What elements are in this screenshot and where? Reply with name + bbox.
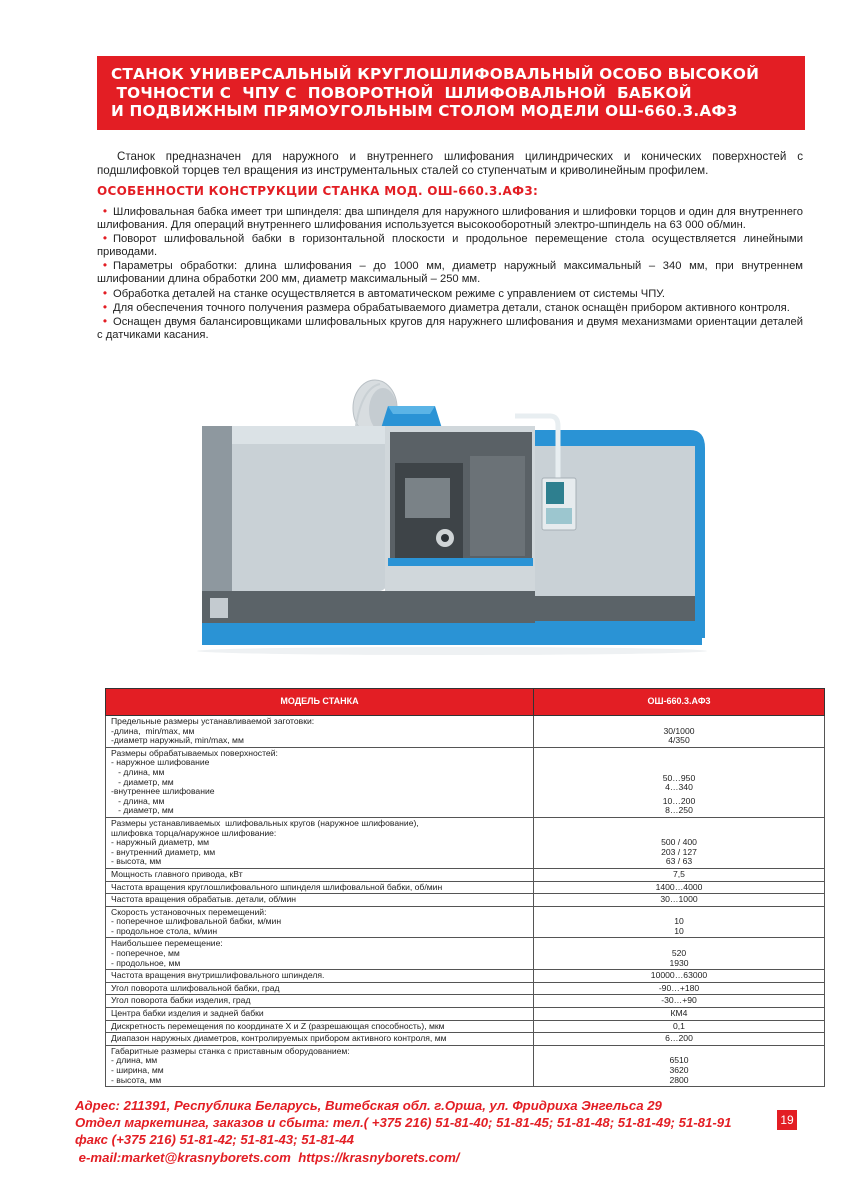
spec-value-line: 203 / 127 xyxy=(661,846,697,857)
footer-contacts xyxy=(75,1097,731,1166)
website-link[interactable]: https://krasnyborets.com/ xyxy=(298,1149,460,1165)
feature-item: • Для обеспечения точного получения размера обрабатываемого диаметра детали, станок оснащён прибором активного контроля. xyxy=(97,301,803,315)
spec-label-line: -внутреннее шлифование xyxy=(111,786,215,797)
bullet-icon: • xyxy=(102,285,108,300)
table-row xyxy=(106,982,825,995)
spec-label xyxy=(106,1020,534,1033)
spec-label-line: Размеры устанавливаемых шлифовальных кругов (наружное шлифование), xyxy=(111,817,419,828)
spec-value xyxy=(534,1045,825,1086)
table-row xyxy=(106,938,825,970)
spec-label-line: Угол поворота бабки изделия, град xyxy=(111,995,251,1006)
table-row xyxy=(106,747,825,817)
spec-value-line: 2800 xyxy=(669,1074,689,1085)
spec-value xyxy=(534,1020,825,1033)
spec-value xyxy=(534,868,825,881)
spec-label xyxy=(106,817,534,868)
spec-label-line: - продольное, мм xyxy=(111,957,181,968)
spec-label xyxy=(106,1033,534,1046)
title-banner xyxy=(97,56,805,130)
spec-value-line: 0,1 xyxy=(673,1020,685,1031)
table-row xyxy=(106,868,825,881)
spec-label xyxy=(106,747,534,817)
spec-value-line: 50…950 xyxy=(662,772,696,783)
spec-value xyxy=(534,1008,825,1021)
table-row xyxy=(106,817,825,868)
spec-label-line: Предельные размеры устанавливаемой заготовки: xyxy=(111,716,315,726)
table-row xyxy=(106,1020,825,1033)
title-line: СТАНОК УНИВЕРСАЛЬНЫЙ КРУГЛОШЛИФОВАЛЬНЫЙ ОСОБО ВЫСОКОЙ xyxy=(111,65,760,83)
spec-value-line: -30…+90 xyxy=(661,995,697,1006)
page-number: 19 xyxy=(777,1110,797,1130)
bullet-icon: • xyxy=(102,231,108,246)
spec-value-line: 7,5 xyxy=(673,868,685,879)
spec-label-line: Частота вращения внутришлифовального шпинделя. xyxy=(111,970,325,981)
spec-value-line: 6…200 xyxy=(665,1033,693,1044)
spec-value-line: 4/350 xyxy=(668,735,690,746)
spec-value-line: КМ4 xyxy=(670,1008,688,1019)
spec-label-line: Угол поворота шлифовальной бабки, град xyxy=(111,982,280,993)
spec-label-line: шлифовка торца/наружное шлифование: xyxy=(111,827,277,838)
spec-value xyxy=(534,906,825,938)
header-model: МОДЕЛЬ СТАНКА xyxy=(106,689,534,716)
feature-item: • Шлифовальная бабка имеет три шпинделя: два шпинделя для наружного шлифования и шлифовки торцов и один для внутреннего шлифования. Для операций внутреннего шлифования используется высокооборотный электро-шпиндель на 63 000 об/мин. xyxy=(97,204,803,232)
spec-value-line: 10 xyxy=(674,925,684,936)
title-line: ТОЧНОСТИ С ЧПУ С ПОВОРОТНОЙ ШЛИФОВАЛЬНОЙ БАБКОЙ xyxy=(111,83,692,102)
table-row xyxy=(106,716,825,748)
spec-label-line: - поперечное, мм xyxy=(111,948,180,959)
spec-value-line: 4…340 xyxy=(665,782,693,793)
spec-label-line: -диаметр наружный, min/max, мм xyxy=(111,735,244,746)
feature-item: • Поворот шлифовальной бабки в горизонтальной плоскости и продольное перемещение стола осуществляется линейными приводами. xyxy=(97,231,803,259)
spec-label-line: Центра бабки изделия и задней бабки xyxy=(111,1008,264,1019)
spec-label-line: Диапазон наружных диаметров, контролируемых прибором активного контроля, мм xyxy=(111,1033,447,1044)
spec-value-line: 520 xyxy=(671,948,687,959)
spec-label-line: - длина, мм xyxy=(111,1055,158,1066)
spec-value-line: 500 / 400 xyxy=(661,837,697,848)
email-link[interactable]: e-mail:market@krasnyborets.com xyxy=(78,1149,291,1165)
spec-label-line: - наружное шлифование xyxy=(111,757,210,768)
spec-label-line: - высота, мм xyxy=(111,856,162,867)
spec-label-line: - внутренний диаметр, мм xyxy=(111,846,216,857)
footer-web xyxy=(75,1149,731,1166)
spec-label-line: - диаметр, мм xyxy=(111,805,174,816)
spec-label-line: Частота вращения круглошлифовального шпинделя шлифовальной бабки, об/мин xyxy=(111,881,443,892)
spec-label xyxy=(106,868,534,881)
spec-value xyxy=(534,894,825,907)
intro-paragraph xyxy=(97,150,803,178)
features-heading: ОСОБЕННОСТИ КОНСТРУКЦИИ СТАНКА МОД. ОШ-660.3.АФ3: xyxy=(97,184,539,198)
spec-value-line: 30…1000 xyxy=(660,894,698,905)
table-row xyxy=(106,1033,825,1046)
spec-value xyxy=(534,817,825,868)
spec-table xyxy=(105,688,825,1087)
table-row xyxy=(106,894,825,907)
spec-value xyxy=(534,995,825,1008)
machine-illustration xyxy=(190,368,715,658)
table-row xyxy=(106,1008,825,1021)
spec-label-line: - наружный диаметр, мм xyxy=(111,837,210,848)
spec-value-line: 1400…4000 xyxy=(655,881,703,892)
footer-address: Адрес: 211391, Республика Беларусь, Витебская обл. г.Орша, ул. Фридриха Энгельса 29 xyxy=(75,1098,662,1113)
spec-value-line: 6510 xyxy=(669,1055,689,1066)
table-header-row xyxy=(106,689,825,716)
spec-value xyxy=(534,938,825,970)
spec-value xyxy=(534,982,825,995)
spec-value-line: -90…+180 xyxy=(658,982,700,993)
spec-label-line: Частота вращения обрабатыв. детали, об/мин xyxy=(111,894,296,905)
spec-label-line: Габаритные размеры станка с приставным оборудованием: xyxy=(111,1045,350,1056)
table-row xyxy=(106,1045,825,1086)
spec-value-line: 10…200 xyxy=(662,795,696,806)
spec-label-line: - длина, мм xyxy=(111,795,165,806)
spec-value-line: 1930 xyxy=(669,957,689,968)
features-list xyxy=(97,205,803,342)
spec-label xyxy=(106,894,534,907)
spec-value xyxy=(534,881,825,894)
spec-label-line: - диаметр, мм xyxy=(111,776,174,787)
spec-value xyxy=(534,1033,825,1046)
spec-label-line: Скорость установочных перемещений: xyxy=(111,906,267,917)
table-row xyxy=(106,881,825,894)
spec-label-line: Наибольшее перемещение: xyxy=(111,938,223,949)
spec-label xyxy=(106,938,534,970)
spec-label xyxy=(106,982,534,995)
spec-label-line: Дискретность перемещения по координате X и Z (разрешающая способность), мкм xyxy=(111,1020,445,1031)
spec-label-line: - длина, мм xyxy=(111,766,165,777)
feature-item: • Параметры обработки: длина шлифования – до 1000 мм, диаметр наружный максимальный – 340 мм, при внутреннем шлифовании длина обработки 200 мм, диаметр максимальный – 250 мм. xyxy=(97,258,803,286)
bullet-icon: • xyxy=(102,313,108,328)
spec-label xyxy=(106,716,534,748)
spec-value-line: 63 / 63 xyxy=(665,856,693,867)
spec-value-line: 10 xyxy=(674,916,684,927)
table-row xyxy=(106,970,825,983)
spec-label-line: - высота, мм xyxy=(111,1074,162,1085)
spec-value xyxy=(534,970,825,983)
spec-value-line: 10000…63000 xyxy=(650,970,708,981)
spec-label xyxy=(106,881,534,894)
bullet-icon: • xyxy=(102,258,108,273)
spec-label-line: Мощность главного привода, кВт xyxy=(111,868,243,879)
spec-value-line: 3620 xyxy=(669,1065,689,1075)
spec-value-line: 8…250 xyxy=(665,805,693,816)
spec-label-line: - поперечное шлифовальной бабки, м/мин xyxy=(111,916,282,927)
spec-label xyxy=(106,1008,534,1021)
table-row xyxy=(106,906,825,938)
spec-value xyxy=(534,716,825,748)
spec-value-line: 30/1000 xyxy=(663,725,695,736)
feature-item: • Обработка деталей на станке осуществляется в автоматическом режиме с управлением от системы ЧПУ. xyxy=(97,287,803,301)
spec-label xyxy=(106,906,534,938)
feature-item: • Оснащен двумя балансировщиками шлифовальных кругов для наружнего шлифования и двумя механизмами ориентации деталей с датчиками касания. xyxy=(97,313,803,341)
intro-text: Станок предназначен для наружного и внутреннего шлифования цилиндрических и конических поверхностей с подшлифовкой торцев тел вращения из инструментальных сталей со ступенчатым и криволинейным профилем. xyxy=(97,150,803,177)
spec-label-line: - ширина, мм xyxy=(111,1065,164,1075)
spec-value xyxy=(534,747,825,817)
footer-sales: Отдел маркетинга, заказов и сбыта: тел.( +375 216) 51-81-40; 51-81-45; 51-81-48; 51-81-49; 51-81-91 xyxy=(75,1115,732,1131)
spec-label-line: - продольное стола, м/мин xyxy=(111,925,218,936)
header-model-value: ОШ-660.3.АФ3 xyxy=(534,689,825,716)
table-row xyxy=(106,995,825,1008)
spec-label-line: Размеры обрабатываемых поверхностей: xyxy=(111,747,278,758)
title-line: И ПОДВИЖНЫМ ПРЯМОУГОЛЬНЫМ СТОЛОМ МОДЕЛИ ОШ-660.3.АФ3 xyxy=(111,102,738,121)
bullet-icon: • xyxy=(102,299,108,314)
bullet-icon: • xyxy=(102,204,108,218)
spec-label xyxy=(106,995,534,1008)
spec-label-line: -длина, min/max, мм xyxy=(111,725,195,736)
spec-label xyxy=(106,1045,534,1086)
footer-fax: факс (+375 216) 51-81-42; 51-81-43; 51-81-44 xyxy=(75,1132,354,1148)
spec-label xyxy=(106,970,534,983)
